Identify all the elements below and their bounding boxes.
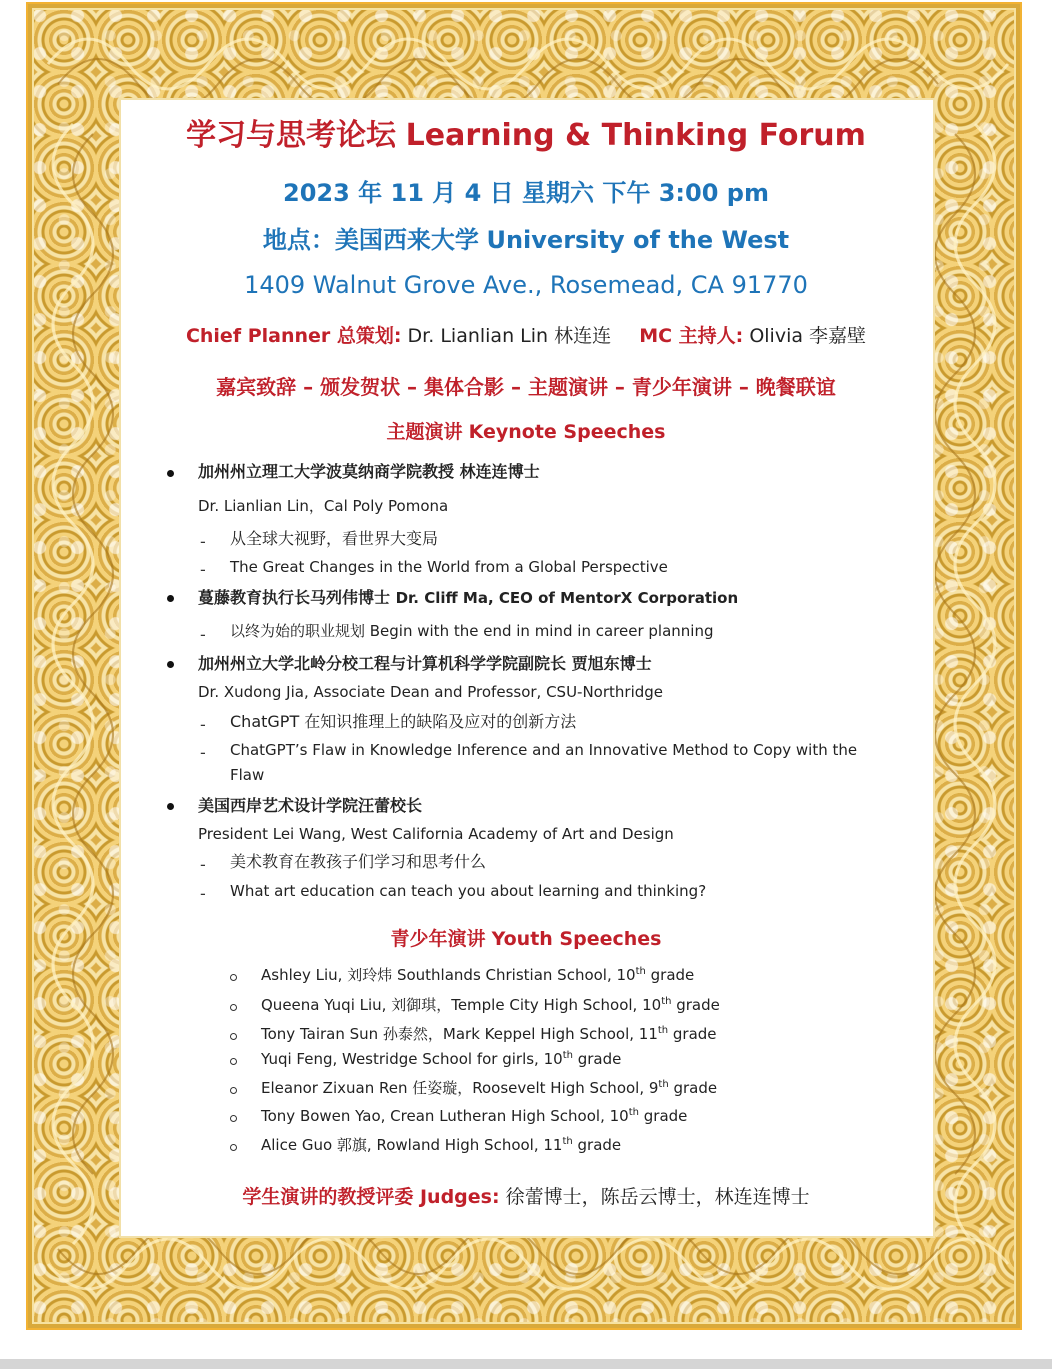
youth-item-1-tail: grade — [645, 966, 695, 984]
circle-bullet-icon — [230, 1144, 237, 1151]
planner-line — [0, 327, 1052, 346]
youth-item-5-tail: grade — [668, 1079, 718, 1097]
youth-heading-cn: 青少年演讲 — [390, 928, 486, 950]
youth-item-2-sup: th — [661, 996, 672, 1007]
bullet-icon — [167, 470, 174, 477]
keynote-heading — [0, 423, 1052, 442]
circle-bullet-icon — [230, 1087, 237, 1094]
planner-name: Dr. Lianlian Lin 林连连 — [407, 325, 612, 347]
youth-item-5 — [261, 1081, 717, 1096]
keynote-3-speaker: 加州州立大学北岭分校工程与计算机科学学院副院长 贾旭东博士 — [198, 654, 652, 673]
youth-item-7-tail: grade — [572, 1136, 622, 1154]
youth-item-6-tail: grade — [638, 1107, 688, 1125]
youth-item-3-sup: th — [657, 1025, 669, 1036]
keynote-3-subtitle: Dr. Xudong Jia, Associate Dean and Professor, CSU-Northridge — [198, 683, 664, 701]
circle-bullet-icon — [230, 1058, 237, 1065]
keynote-3-topic-en: ChatGPT’s Flaw in Knowledge Inference and an Innovative Method to Copy with the — [230, 741, 858, 759]
youth-item-7-text: Alice Guo 郭旗, Rowland High School, 11 — [261, 1136, 563, 1154]
dash-icon: - — [200, 560, 206, 579]
mc-name: Olivia 李嘉壁 — [749, 325, 867, 347]
circle-bullet-icon — [230, 1004, 237, 1011]
address: 1409 Walnut Grove Ave., Rosemead, CA 91770 — [244, 271, 808, 299]
keynote-1-subtitle: Dr. Lianlian Lin，Cal Poly Pomona — [198, 497, 449, 515]
youth-item-4-text: Yuqi Feng, Westridge School for girls, 10 — [261, 1050, 563, 1068]
youth-item-1-sup: th — [635, 966, 646, 977]
youth-heading-en: Youth Speeches — [491, 928, 662, 950]
youth-item-3 — [261, 1027, 717, 1042]
youth-heading — [0, 930, 1052, 949]
youth-item-7-sup: th — [562, 1136, 573, 1147]
dash-icon: - — [200, 532, 206, 551]
circle-bullet-icon — [230, 1115, 237, 1122]
dash-icon: - — [200, 715, 206, 734]
bullet-icon — [167, 803, 174, 810]
youth-item-2-tail: grade — [671, 996, 720, 1014]
keynote-1-speaker: 加州州立理工大学波莫纳商学院教授 林连连博士 — [198, 462, 540, 481]
youth-item-7 — [261, 1138, 621, 1153]
dash-icon: - — [200, 884, 206, 903]
keynote-heading-en: Keynote Speeches — [468, 421, 666, 443]
youth-item-6-sup: th — [628, 1107, 639, 1118]
dash-icon: - — [200, 625, 206, 644]
youth-item-6-text: Tony Bowen Yao, Crean Lutheran High School, 10 — [261, 1107, 629, 1125]
circle-bullet-icon — [230, 1033, 237, 1040]
keynote-heading-cn: 主题演讲 — [386, 421, 463, 443]
youth-item-1 — [261, 968, 694, 983]
keynote-2-speaker-en: Dr. Cliff Ma, CEO of MentorX Corporation — [395, 589, 739, 607]
judges-line — [0, 1188, 1052, 1207]
youth-item-2 — [261, 998, 720, 1013]
youth-item-5-sup: th — [658, 1079, 669, 1090]
dash-icon: - — [200, 855, 206, 874]
keynote-3-topic-en-cont: Flaw — [230, 766, 265, 784]
keynote-3-topic-cn: ChatGPT 在知识推理上的缺陷及应对的创新方法 — [230, 712, 577, 731]
keynote-4-subtitle: President Lei Wang, West California Academy of Art and Design — [198, 825, 674, 843]
judges-names: 徐蕾博士，陈岳云博士，林连连博士 — [505, 1186, 810, 1208]
keynote-4-topic-cn: 美术教育在教孩子们学习和思考什么 — [230, 852, 487, 871]
keynote-1-topic-en: The Great Changes in the World from a Global Perspective — [230, 558, 668, 576]
bullet-icon — [167, 595, 174, 602]
dash-icon: - — [200, 743, 206, 762]
judges-label: 学生演讲的教授评委 Judges: — [242, 1186, 500, 1208]
youth-item-3-text: Tony Tairan Sun 孙泰然，Mark Keppel High School, 11 — [261, 1025, 658, 1043]
page-title — [0, 118, 1052, 153]
circle-bullet-icon — [230, 974, 237, 981]
keynote-1-topic-cn: 从全球大视野，看世界大变局 — [230, 529, 439, 548]
venue-label: 地点：美国西来大学 — [262, 226, 479, 254]
agenda: 嘉宾致辞 – 颁发贺状 – 集体合影 – 主题演讲 – 青少年演讲 – 晚餐联谊 — [216, 375, 836, 399]
venue-line — [0, 228, 1052, 252]
youth-item-4-tail: grade — [572, 1050, 622, 1068]
date-line: 2023 年 11 月 4 日 星期六 下午 3:00 pm — [283, 179, 769, 207]
youth-item-5-text: Eleanor Zixuan Ren 任姿璇，Roosevelt High School, 9 — [261, 1079, 659, 1097]
bottom-strip — [0, 1359, 1052, 1369]
keynote-2-topic: 以终为始的职业规划 Begin with the end in mind in career planning — [230, 622, 714, 640]
youth-item-4-sup: th — [562, 1050, 573, 1061]
planner-label: Chief Planner 总策划: — [185, 325, 402, 347]
keynote-2-speaker-cn: 蔓藤教育执行长马列伟博士 — [198, 588, 391, 607]
venue-en: University of the West — [486, 226, 790, 254]
youth-item-2-text: Queena Yuqi Liu, 刘御琪，Temple City High School, 10 — [261, 996, 662, 1014]
keynote-2-speaker — [198, 590, 738, 606]
youth-item-3-tail: grade — [668, 1025, 717, 1043]
bullet-icon — [167, 661, 174, 668]
youth-item-4 — [261, 1052, 621, 1067]
mc-label: MC 主持人: — [639, 325, 744, 347]
title-en: Learning & Thinking Forum — [405, 118, 866, 153]
title-cn: 学习与思考论坛 — [186, 118, 397, 153]
youth-item-6 — [261, 1109, 687, 1124]
keynote-4-topic-en: What art education can teach you about learning and thinking? — [230, 882, 707, 900]
youth-item-1-text: Ashley Liu, 刘玲炜 Southlands Christian School, 10 — [261, 966, 636, 984]
keynote-4-speaker: 美国西岸艺术设计学院汪蕾校长 — [198, 796, 423, 815]
